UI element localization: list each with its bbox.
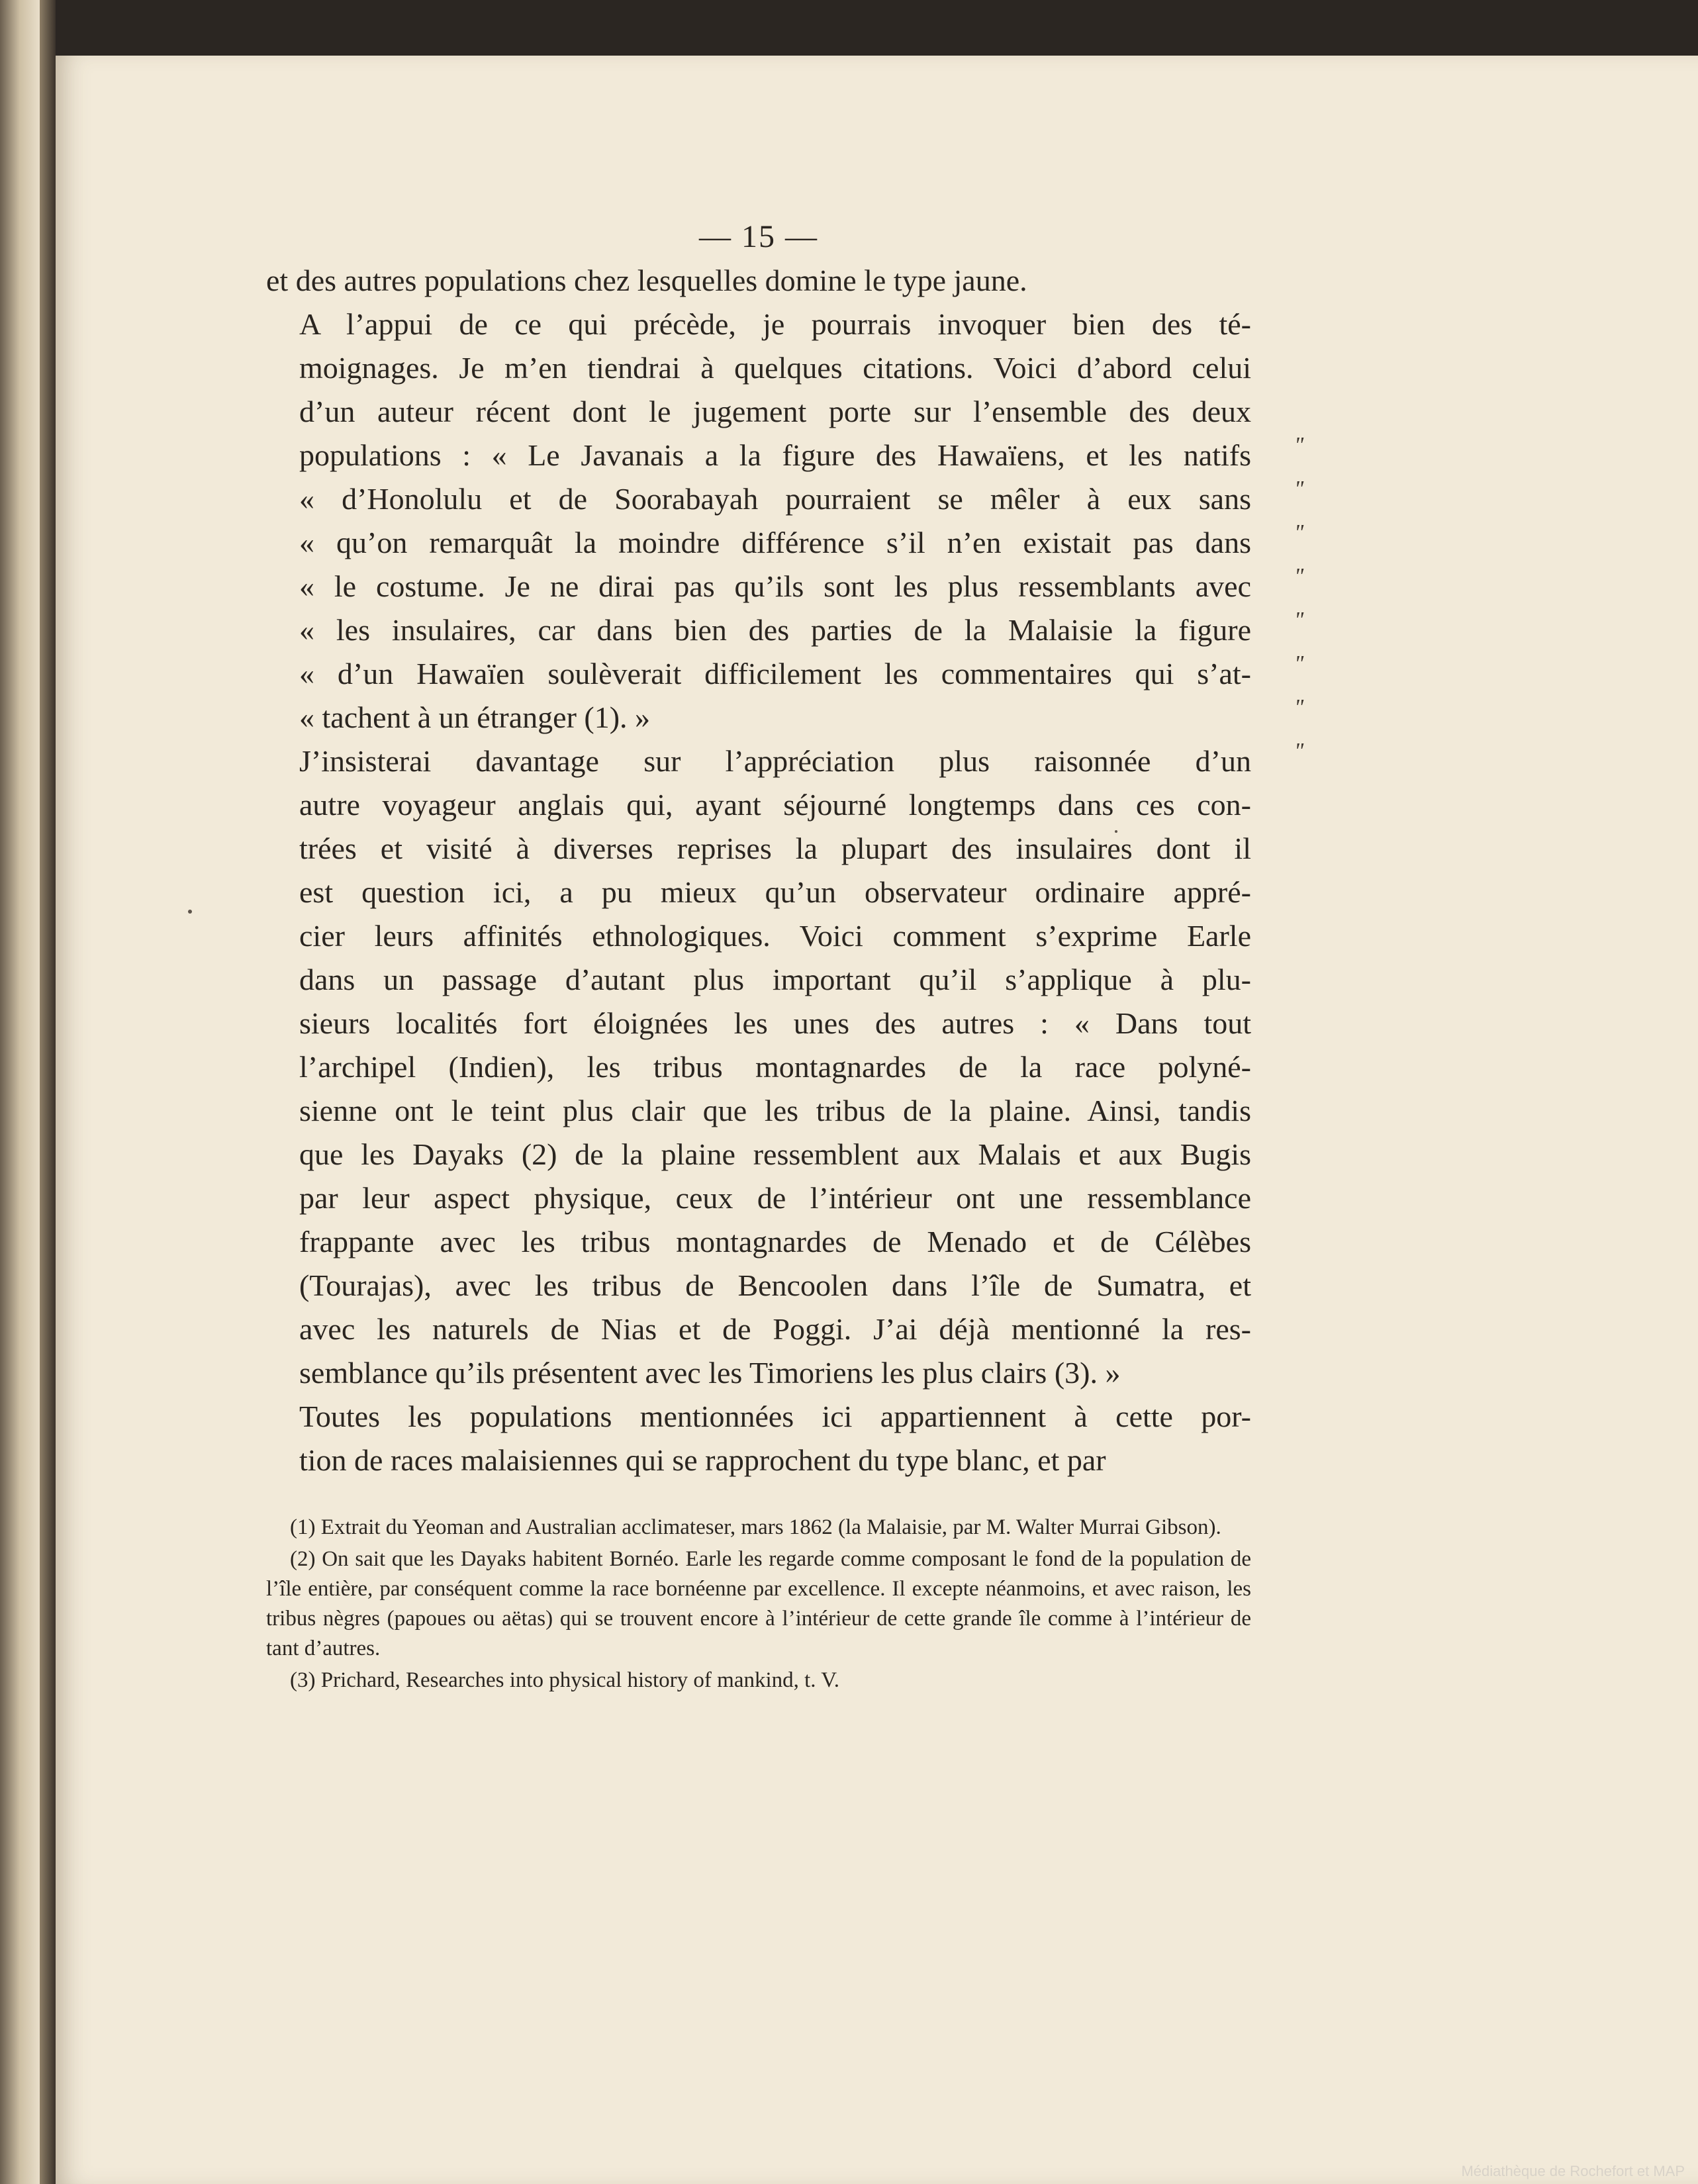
body-text xyxy=(266,259,1251,1482)
text-line: l’archipel (Indien), les tribus montagnardes de la race polyné- xyxy=(299,1050,1251,1084)
text-line: A l’appui de ce qui précède, je pourrais invoquer bien des té- xyxy=(299,307,1251,341)
text-line: moignages. Je m’en tiendrai à quelques citations. Voici d’abord celui xyxy=(299,351,1251,385)
left-page-edge xyxy=(0,0,40,2184)
text-line: « d’Honolulu et de Soorabayah pourraient se mêler à eux sans xyxy=(299,482,1251,516)
text-line: que les Dayaks (2) de la plaine ressemblent aux Malais et aux Bugis xyxy=(299,1137,1251,1171)
margin-mark: " xyxy=(1294,564,1304,589)
margin-mark: " xyxy=(1294,608,1304,632)
footnotes xyxy=(266,1513,1251,1695)
text-line: populations : « Le Javanais a la figure des Hawaïens, et les natifs xyxy=(299,438,1251,472)
margin-mark: " xyxy=(1294,520,1304,545)
book-spine xyxy=(40,0,56,2184)
text-line: est question ici, a pu mieux qu’un observateur ordinaire appré- xyxy=(299,875,1251,909)
text-line: cier leurs affinités ethnologiques. Voici comment s’exprime Earle xyxy=(299,919,1251,953)
text-line: tion de races malaisiennes qui se rapprochent du type blanc, et par xyxy=(299,1443,1106,1477)
text-line: dans un passage d’autant plus important qu’il s’applique à plu- xyxy=(299,963,1251,996)
text-line: autre voyageur anglais qui, ayant séjourné longtemps dans ces con- xyxy=(299,788,1251,822)
paragraph xyxy=(266,259,1251,303)
text-line: « tachent à un étranger (1). » xyxy=(299,700,651,734)
text-line: Toutes les populations mentionnées ici appartiennent à cette por- xyxy=(299,1400,1251,1433)
text-line: sienne ont le teint plus clair que les tribus de la plaine. Ainsi, tandis xyxy=(299,1094,1251,1127)
text-line: sieurs localités fort éloignées les unes des autres : « Dans tout xyxy=(299,1006,1251,1040)
margin-mark: " xyxy=(1294,739,1304,763)
text-line: frappante avec les tribus montagnardes de Menado et de Célèbes xyxy=(299,1225,1251,1258)
margin-mark: " xyxy=(1294,433,1304,457)
footnote: (3) Prichard, Researches into physical history of mankind, t. V. xyxy=(290,1668,840,1692)
margin-quote-marks xyxy=(1294,424,1321,773)
page-number: — 15 — xyxy=(699,219,818,254)
text-line: semblance qu’ils présentent avec les Timoriens les plus clairs (3). » xyxy=(299,1356,1121,1390)
text-line: « les insulaires, car dans bien des parties de la Malaisie la figure xyxy=(299,613,1251,647)
paper-speck xyxy=(188,910,192,914)
paragraph xyxy=(266,739,1251,1395)
text-line: « le costume. Je ne dirai pas qu’ils sont les plus ressemblants avec xyxy=(299,569,1251,603)
paragraph xyxy=(266,1395,1251,1482)
text-line: d’un auteur récent dont le jugement porte sur l’ensemble des deux xyxy=(299,395,1251,428)
margin-mark: " xyxy=(1294,695,1304,720)
image-credit: Médiathèque de Rochefort et MAP xyxy=(1461,2163,1685,2179)
margin-mark: " xyxy=(1294,477,1304,501)
footnote: (1) Extrait du Yeoman and Australian acclimateser, mars 1862 (la Malaisie, par M. Walter Murrai Gibson). xyxy=(290,1515,1221,1539)
page-content xyxy=(266,218,1251,1697)
text-line: trées et visité à diverses reprises la plupart des insulaires dont il xyxy=(299,831,1251,865)
text-line: « d’un Hawaïen soulèverait difficilement les commentaires qui s’at- xyxy=(299,657,1251,690)
paragraph xyxy=(266,303,1251,739)
text-line: « qu’on remarquât la moindre différence s’il n’en existait pas dans xyxy=(299,526,1251,559)
footnote: (2) On sait que les Dayaks habitent Bornéo. Earle les regarde comme composant le fond de la population de l’île entière, par conséquent comme la race bornéenne par excellence. Il excepte néanmoins, et avec raison, les tribus nègres (papoues ou aëtas) qui se trouvent encore à l’intérieur de cette grande île comme à l’intérieur de tant d’autres. xyxy=(266,1547,1251,1660)
text-line: (Tourajas), avec les tribus de Bencoolen dans l’île de Sumatra, et xyxy=(299,1268,1251,1302)
text-line: et des autres populations chez lesquelles domine le type jaune. xyxy=(266,263,1027,297)
margin-mark: " xyxy=(1294,651,1304,676)
text-line: avec les naturels de Nias et de Poggi. J’ai déjà mentionné la res- xyxy=(299,1312,1251,1346)
text-line: J’insisterai davantage sur l’appréciation plus raisonnée d’un xyxy=(299,744,1251,778)
text-line: par leur aspect physique, ceux de l’intérieur ont une ressemblance xyxy=(299,1181,1251,1215)
